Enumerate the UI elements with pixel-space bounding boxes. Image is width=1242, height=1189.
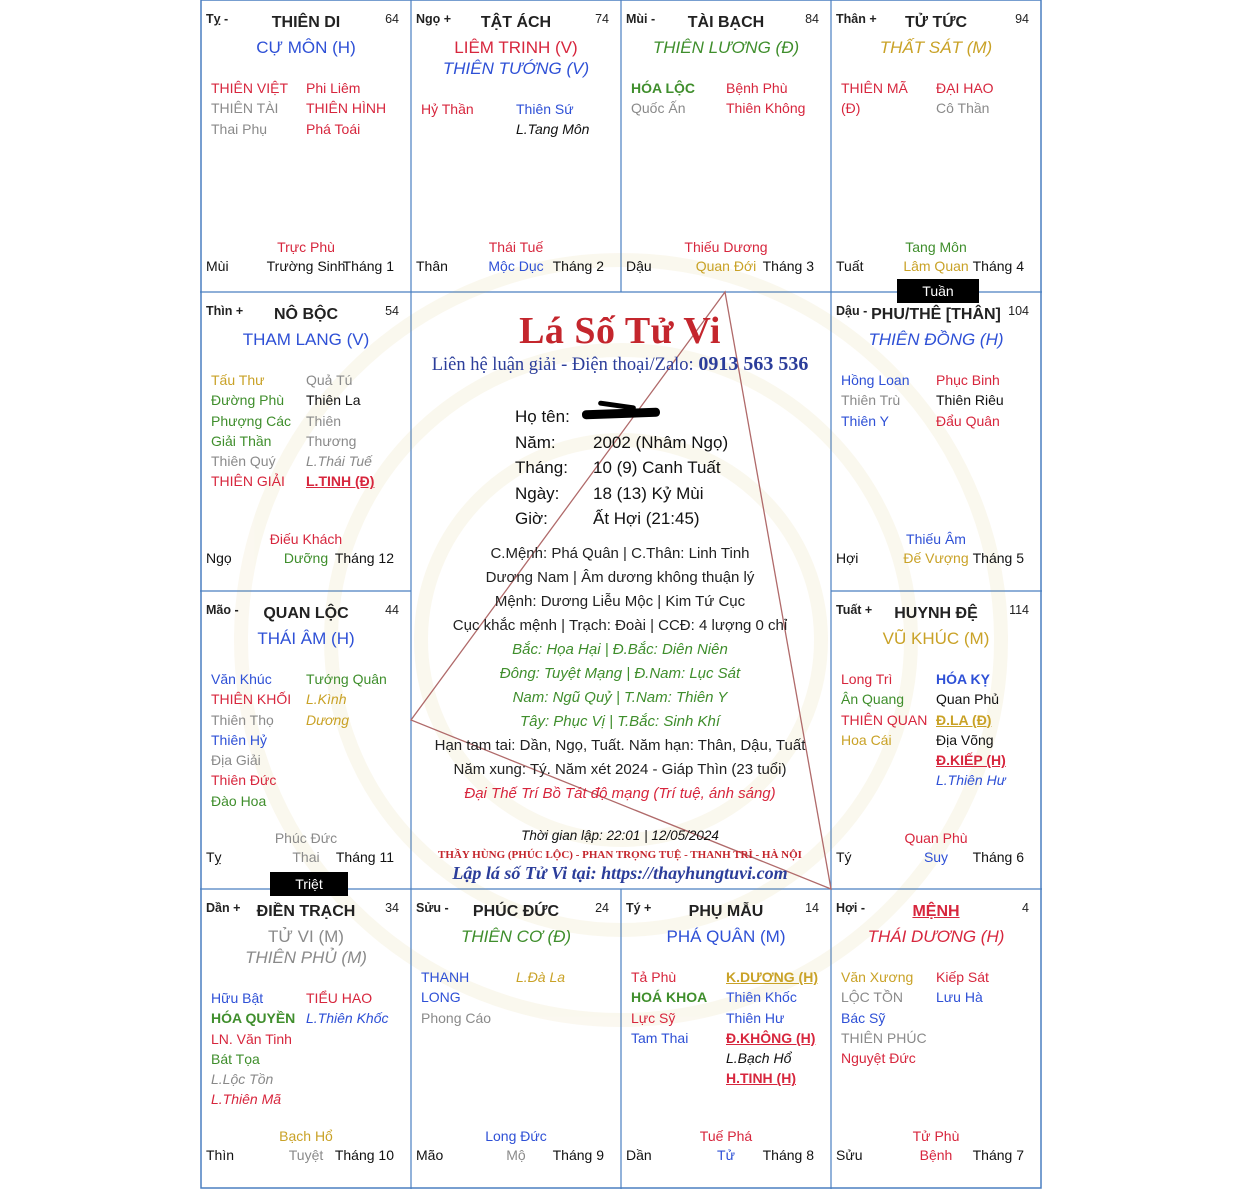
footer-branch: Mùi [206,258,229,274]
palace-branch: Dậu - [836,304,868,318]
star-item: Tam Thai [631,1029,689,1046]
birth-field [515,458,721,478]
stars-right [936,669,1031,791]
palace-name: HUYNH ĐỆ [894,605,978,622]
star-item: THIÊN VIỆT [211,80,289,96]
info-line: C.Mệnh: Phá Quân | C.Thân: Linh Tinh [490,545,750,562]
palace-branch: Tuất + [836,603,873,617]
star-item: Giải Thần [211,432,272,449]
footer-month: Tháng 10 [334,1147,394,1163]
tuan-marker: Tuần [897,279,979,303]
star-item: THIÊN KHỐI [211,691,292,708]
stars-left [841,370,936,431]
palace-age: 114 [1009,603,1029,617]
created-time: Thời gian lập: 22:01 | 12/05/2024 [521,828,719,843]
main-stars [621,926,831,947]
star-item: LN. Văn Tinh [211,1030,292,1047]
star-item: Địa Giải [211,752,261,769]
bottom-star: Long Đức [485,1128,547,1144]
star-item: Quan Phủ [936,691,1000,708]
footer-branch: Hợi [836,550,859,566]
main-stars [831,329,1041,350]
star-item: Tấu Thư [211,372,265,388]
palace-branch: Hợi - [836,901,866,915]
stars-right [306,988,401,1110]
palace-age: 64 [385,12,399,26]
direction-line: Nam: Ngũ Quỷ | T.Nam: Thiên Y [512,689,728,706]
star-item: THANH [421,969,470,985]
main-stars [201,628,411,649]
star-item: ĐẠI HAO [936,80,994,96]
footer-branch: Mão [416,1147,444,1163]
palace-age: 54 [385,304,399,318]
palace-cell [621,0,831,292]
footer-month: Tháng 12 [334,550,394,566]
stars-right [306,370,401,492]
palace-age: 94 [1015,12,1029,26]
minor-stars [841,370,1037,431]
field-label: Ngày: [515,483,560,503]
life-stage: Suy [923,849,949,865]
footer-branch: Ngọ [206,550,232,566]
palace-branch: Mão - [206,603,239,617]
star-item: Tướng Quân [306,671,387,687]
bottom-star: Phúc Đức [274,830,338,846]
star-item: Lực Sỹ [631,1009,676,1026]
life-stage: Thai [292,849,320,865]
palace-branch: Sửu - [416,901,449,915]
life-stage: Tử [717,1147,735,1163]
life-stage: Dưỡng [283,550,329,566]
life-stage: Mộ [506,1147,526,1163]
star-item: Quốc Ấn [631,100,686,117]
star-item: Bác Sỹ [841,1009,886,1026]
footer-month: Tháng 5 [972,550,1024,566]
star-item: Thiên Y [841,412,889,429]
bottom-star: Trực Phù [277,239,335,255]
star-item: Đ.LA (Đ) [936,711,992,728]
star-item: Hoa Cái [841,731,892,748]
palace-cell [831,591,1041,889]
footer-month: Tháng 4 [972,258,1024,274]
center-panel [410,291,830,889]
star-item: Bệnh Phù [726,80,788,96]
star-item: Đẩu Quân [936,412,1000,429]
field-value: 18 (13) Kỷ Mùi [593,483,704,503]
website-line: Lập lá số Tử Vi tại: https://thayhungtuvi.com [452,863,788,883]
minor-stars [841,967,1037,1068]
stars-right [936,78,1031,119]
stars-left [211,370,306,492]
life-stage: Trường Sinh [266,258,346,274]
footer-month: Tháng 3 [762,258,814,274]
star-item: L.Đà La [516,969,566,985]
palace-branch: Tý + [626,901,652,915]
star-item: Bát Tọa [211,1050,260,1067]
palace-cell [411,889,621,1189]
footer-branch: Tỵ [206,849,222,865]
palace-branch: Thìn + [206,304,244,318]
star-item: Phượng Các [211,412,292,429]
star-item: THIÊN PHÚC [841,1029,927,1046]
palace-age: 44 [385,603,399,617]
star-item: LONG [421,989,461,1006]
palace-age: 74 [595,12,609,26]
field-value: 2002 (Nhâm Ngọ) [593,432,729,452]
bottom-star: Tang Môn [905,239,967,255]
main-stars [411,37,621,79]
main-stars [411,926,621,947]
main-stars [201,37,411,58]
star-item: THIÊN MÃ [841,80,908,96]
main-stars [831,37,1041,58]
star-item: Tả Phù [631,969,677,985]
star-item: L.Bạch Hổ [726,1050,792,1067]
palace-name: THIÊN DI [271,14,341,31]
stars-right [516,967,611,1028]
palace-name: TÀI BẠCH [687,14,765,31]
life-stage: Bệnh [919,1147,953,1163]
stars-left [631,967,726,1089]
star-item: Kiếp Sát [936,969,989,985]
palace-branch: Thân + [836,12,877,26]
bottom-star: Thiếu Âm [906,531,966,547]
field-label: Năm: [515,432,556,452]
info-line: Hạn tam tai: Dần, Ngọ, Tuất. Năm hạn: Thân, Dậu, Tuất [434,737,806,754]
main-star: THÁI ÂM (H) [257,629,355,648]
star-item: Ân Quang [841,691,905,708]
minor-stars [211,78,407,139]
palace-name: PHỤ MẪU [688,903,764,920]
palace-age: 84 [805,12,819,26]
main-star: PHÁ QUÂN (M) [666,927,786,946]
star-item: Đường Phù [211,392,285,409]
palace-cell [831,889,1041,1189]
main-star: THIÊN PHỦ (M) [245,948,367,967]
star-item: Thương [306,432,357,449]
field-value: Ất Hợi (21:45) [593,509,700,528]
footer-month: Tháng 1 [342,258,394,274]
stars-right [936,370,1031,431]
star-item: HOÁ KHOA [631,989,708,1006]
main-star: THÁI DƯƠNG (H) [867,927,1005,946]
bottom-star: Thái Tuế [488,239,544,255]
footer-branch: Tý [836,849,852,865]
minor-stars [841,78,1037,119]
star-item: Thiên [306,412,342,429]
main-star: THAM LANG (V) [242,330,370,349]
palace-branch: Mùi - [626,12,656,26]
main-star: TỬ VI (M) [268,927,344,946]
footer-branch: Thân [416,258,448,274]
field-label: Họ tên: [515,407,570,426]
star-item: L.TINH (Đ) [306,473,375,490]
main-star: THIÊN CƠ (Đ) [460,927,572,946]
main-star: THIÊN ĐỒNG (H) [868,330,1004,349]
star-item: Đ.KHÔNG (H) [726,1029,816,1046]
star-item: Quả Tú [306,372,353,388]
bottom-star: Điếu Khách [269,531,343,547]
footer-branch: Sửu [836,1147,863,1163]
direction-line: Tây: Phục Vị | T.Bắc: Sinh Khí [519,713,721,730]
main-stars [831,926,1041,947]
bottom-star: Quan Phù [904,830,968,846]
star-item: Hữu Bật [211,990,264,1006]
star-item: Thiên Đức [211,772,277,789]
minor-stars [211,370,407,492]
main-stars [201,926,411,968]
minor-stars [211,988,407,1110]
footer-branch: Thìn [206,1147,235,1163]
contact-line: Liên hệ luận giải - Điện thoại/Zalo: 0913 563 536 [431,353,809,375]
star-item: THIÊN HÌNH [306,100,387,117]
star-item: HÓA QUYỀN [211,1010,296,1027]
star-item: LỘC TỒN [841,989,903,1006]
star-item: Thiên Không [726,100,806,117]
star-item: Thiên Hư [726,1009,785,1026]
palace-age: 24 [595,901,609,915]
palace-age: 104 [1008,304,1029,318]
star-item: Văn Xương [841,969,914,985]
field-label: Tháng: [515,458,568,477]
main-star: THIÊN TƯỚNG (V) [442,59,590,78]
palace-name: PHÚC ĐỨC [472,903,560,920]
minor-stars [421,99,617,140]
info-line: Mệnh: Dương Liễu Mộc | Kim Tứ Cục [494,593,746,610]
stars-left [841,669,936,791]
palace-name: TỬ TỨC [904,14,968,31]
palace-name: QUAN LỘC [263,605,349,622]
star-item: L.Thiên Khốc [306,1010,389,1027]
main-star: THIÊN LƯƠNG (Đ) [652,38,800,57]
footer-branch: Dậu [626,258,652,274]
palace-name: PHU/THÊ [THÂN] [871,306,1001,323]
stars-right [306,669,401,811]
main-star: LIÊM TRINH (V) [454,38,578,57]
stars-left [841,967,936,1068]
field-value: 10 (9) Canh Tuất [593,458,721,477]
direction-line: Bắc: Họa Hại | Đ.Bắc: Diên Niên [512,641,728,658]
minor-stars [631,967,827,1089]
birth-field [515,484,704,504]
life-stage: Đế Vượng [903,550,969,566]
direction-line: Đông: Tuyệt Mạng | Đ.Nam: Lục Sát [499,665,741,682]
phone-number: 0913 563 536 [698,353,809,375]
palace-cell [201,0,411,292]
palace-branch: Ngọ + [416,12,452,26]
star-item: Đào Hoa [211,792,267,809]
stars-left [421,967,516,1028]
horoscope-chart [200,0,1042,1189]
bottom-star: Tử Phù [912,1128,960,1144]
star-item: Thiên Sứ [516,101,574,117]
star-item: H.TINH (H) [726,1070,796,1087]
palace-name: NÔ BỘC [274,306,338,323]
chart-title: Lá Số Tử Vi [519,310,721,352]
star-item: HÓA KỴ [936,671,990,687]
star-item: THIÊN GIẢI [211,473,285,490]
triet-marker: Triệt [270,872,348,896]
star-item: Lưu Hà [936,989,983,1006]
star-item: Phong Cáo [421,1009,492,1026]
star-item: TIỂU HAO [306,990,373,1006]
footer-month: Tháng 7 [972,1147,1024,1163]
star-item: K.DƯƠNG (H) [726,969,818,985]
main-stars [831,628,1041,649]
patron-line: Đại Thế Trí Bồ Tát độ mạng (Trí tuệ, ánh sáng) [464,785,776,802]
star-item: L.Tang Môn [516,121,590,138]
palace-age: 4 [1022,901,1029,915]
star-item: Hồng Loan [841,372,910,388]
star-item: L.Thái Tuế [306,453,372,470]
footer-month: Tháng 6 [972,849,1024,865]
info-line: Năm xung: Tý. Năm xét 2024 - Giáp Thìn (23 tuổi) [453,761,787,778]
palace-age: 14 [805,901,819,915]
stars-left [211,78,306,139]
palace-cell [831,0,1041,292]
footer-branch: Tuất [836,258,864,274]
star-item: Thiên Thọ [211,711,274,728]
birth-field [515,433,728,453]
palace-cell [621,889,831,1189]
main-star: VŨ KHÚC (M) [882,629,990,648]
footer-month: Tháng 9 [552,1147,604,1163]
star-item: L.Thiên Mã [211,1091,282,1108]
birth-field [515,509,700,529]
palace-age: 34 [385,901,399,915]
star-item: THIÊN QUAN [841,711,928,728]
palace-name: TẬT ÁCH [480,14,552,31]
star-item: Phi Liêm [306,80,361,96]
footer-month: Tháng 8 [762,1147,814,1163]
bottom-star: Thiếu Dương [684,239,768,255]
star-item: Thiên Riêu [936,392,1004,409]
star-item: Phá Toái [306,120,361,137]
redacted-name [582,408,660,420]
footer-branch: Dần [626,1147,652,1163]
author-line: THẦY HÙNG (PHÚC LỘC) - PHAN TRỌNG TUỆ - THANH TRÌ - HÀ NỘI [438,849,802,861]
star-item: HÓA LỘC [631,80,696,96]
main-star: CỰ MÔN (H) [256,38,356,57]
stars-right [726,967,821,1089]
star-item: Nguyệt Đức [841,1050,916,1067]
star-item: Thiên Khốc [726,989,797,1006]
star-item: Thai Phụ [211,120,268,137]
star-item: Thiên Trù [841,392,901,409]
star-item: L.Kình [306,691,347,708]
star-item: Thiên Quý [211,453,276,470]
main-stars [621,37,831,58]
stars-right [726,78,821,119]
palace-cell [201,591,411,889]
star-item: L.Thiên Hư [936,772,1006,789]
star-item: Dương [306,711,350,728]
star-item: Địa Võng [936,731,994,748]
star-item: Long Trì [841,671,893,687]
stars-right [516,99,611,140]
palace-cell [201,292,411,591]
stars-left [211,669,306,811]
life-stage: Quan Đới [695,258,757,274]
info-line: Dương Nam | Âm dương không thuận lý [485,569,755,586]
main-stars [201,329,411,350]
star-item: Hỷ Thần [421,101,474,117]
life-stage: Tuyệt [288,1147,324,1163]
star-item: (Đ) [841,100,861,117]
birth-field [515,407,593,427]
bottom-star: Bạch Hổ [279,1128,333,1144]
palace-cell [831,292,1041,591]
star-item: Cô Thần [936,100,990,117]
star-item: Thiên La [306,392,361,409]
star-item: THIÊN TÀI [211,100,279,117]
star-item: L.Lộc Tồn [211,1071,274,1088]
main-star: THẤT SÁT (M) [879,38,993,57]
minor-stars [211,669,407,811]
life-stage: Mộc Dục [488,258,544,274]
palace-branch: Dần + [206,901,241,915]
star-item: Văn Khúc [211,671,272,687]
footer-month: Tháng 2 [552,258,604,274]
field-label: Giờ: [515,509,548,528]
bottom-star: Tuế Phá [699,1128,753,1144]
palace-cell [411,0,621,292]
minor-stars [421,967,617,1028]
stars-left [841,78,936,119]
stars-left [421,99,516,140]
minor-stars [631,78,827,119]
palace-name: ĐIỀN TRẠCH [256,903,356,920]
minor-stars [841,669,1037,791]
palace-cell [201,889,411,1189]
palace-name: MỆNH [912,903,960,920]
star-item: Thiên Hỷ [211,731,268,748]
stars-right [936,967,1031,1068]
star-item: Phục Binh [936,372,1000,388]
life-stage: Lâm Quan [903,258,969,274]
stars-right [306,78,401,139]
stars-left [211,988,306,1110]
stars-left [631,78,726,119]
star-item: Đ.KIẾP (H) [936,752,1006,769]
palace-branch: Tỵ - [206,12,229,26]
footer-month: Tháng 11 [335,849,394,865]
info-line: Cục khắc mệnh | Trạch: Đoài | CCĐ: 4 lượng 0 chỉ [452,617,788,634]
